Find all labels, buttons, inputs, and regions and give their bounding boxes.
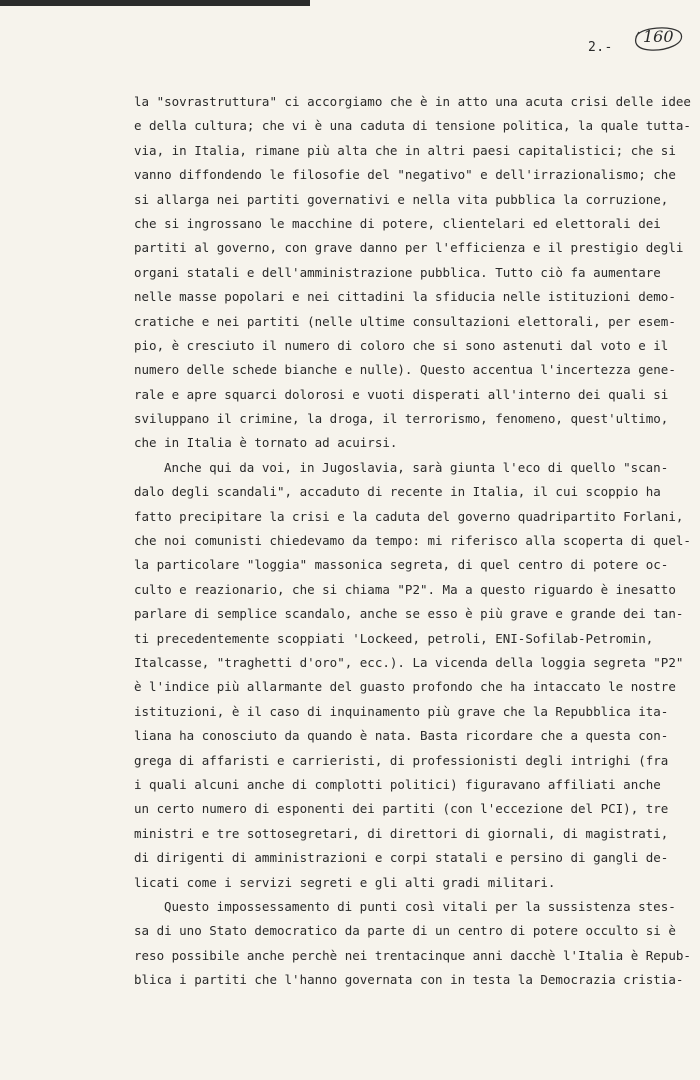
text-line: nelle masse popolari e nei cittadini la sfiducia nelle istituzioni demo- [134, 289, 676, 305]
text-line: parlare di semplice scandalo, anche se esso è più grave e grande dei tan- [134, 606, 684, 622]
text-line: ministri e tre sottosegretari, di direttori di giornali, di magistrati, [134, 825, 669, 841]
text-line: si allarga nei partiti governativi e nella vita pubblica la corruzione, [134, 191, 669, 207]
text-line: licati come i servizi segreti e gli alti gradi militari. [134, 874, 556, 890]
text-line: un certo numero di esponenti dei partiti (con l'eccezione del PCI), tre [134, 801, 669, 817]
text-line: la particolare "loggia" massonica segreta, di quel centro di potere oc- [134, 557, 669, 573]
text-line: liana ha conosciuto da quando è nata. Basta ricordare che a questa con- [134, 728, 669, 744]
text-line: cratiche e nei partiti (nelle ultime consultazioni elettorali, per esem- [134, 313, 676, 329]
text-line: che si ingrossano le macchine di potere, clientelari ed elettorali dei [134, 215, 661, 231]
text-line: e della cultura; che vi è una caduta di tensione politica, la quale tutta- [134, 118, 691, 134]
text-line: pio, è cresciuto il numero di coloro che si sono astenuti dal voto e il [134, 337, 669, 353]
paragraph-2 [134, 456, 691, 895]
text-line: numero delle schede bianche e nulle). Questo accentua l'incertezza gene- [134, 362, 676, 378]
text-line: via, in Italia, rimane più alta che in altri paesi capitalistici; che si [134, 142, 676, 158]
archive-stamp-number: 160 [643, 27, 674, 46]
text-line: i quali alcuni anche di complotti politici) figuravano affiliati anche [134, 776, 661, 792]
text-line: vanno diffondendo le filosofie del "negativo" e dell'irrazionalismo; che [134, 167, 676, 183]
text-line: dalo degli scandali", accaduto di recente in Italia, il cui scoppio ha [134, 484, 661, 500]
text-line: Anche qui da voi, in Jugoslavia, sarà giunta l'eco di quello "scan- [164, 459, 669, 475]
text-line: Italcasse, "traghetti d'oro", ecc.). La vicenda della loggia segreta "P2" [134, 654, 684, 670]
text-line: ti precedentemente scoppiati 'Lockeed, petroli, ENI-Sofilab-Petromin, [134, 630, 654, 646]
archive-stamp [630, 22, 684, 52]
paragraph-1 [134, 90, 691, 456]
text-line: organi statali e dell'amministrazione pubblica. Tutto ciò fa aumentare [134, 264, 661, 280]
text-line: la "sovrastruttura" ci accorgiamo che è in atto una acuta crisi delle idee [134, 94, 691, 109]
text-line: sa di uno Stato democratico da parte di un centro di potere occulto si è [134, 923, 676, 939]
text-line: reso possibile anche perchè nei trentacinque anni dacchè l'Italia è Repub- [134, 947, 691, 963]
body-text [134, 90, 691, 992]
top-rule [0, 0, 310, 6]
text-line: grega di affaristi e carrieristi, di professionisti degli intrighi (fra [134, 752, 669, 768]
text-line: che in Italia è tornato ad acuirsi. [134, 435, 398, 451]
text-line: partiti al governo, con grave danno per l'efficienza e il prestigio degli [134, 240, 684, 256]
text-line: Questo impossessamento di punti così vitali per la sussistenza stes- [164, 898, 676, 914]
text-line: istituzioni, è il caso di inquinamento più grave che la Repubblica ita- [134, 703, 669, 719]
text-line: che noi comunisti chiedevamo da tempo: mi riferisco alla scoperta di quel- [134, 533, 691, 549]
text-line: di dirigenti di amministrazioni e corpi statali e persino di gangli de- [134, 850, 669, 866]
text-line: fatto precipitare la crisi e la caduta del governo quadripartito Forlani, [134, 508, 684, 524]
text-line: culto e reazionario, che si chiama "P2". Ma a questo riguardo è inesatto [134, 581, 676, 597]
text-line: è l'indice più allarmante del guasto profondo che ha intaccato le nostre [134, 679, 676, 695]
text-line: rale e apre squarci dolorosi e vuoti disperati all'interno dei quali si [134, 386, 669, 402]
text-line: sviluppano il crimine, la droga, il terrorismo, fenomeno, quest'ultimo, [134, 411, 669, 427]
text-line: blica i partiti che l'hanno governata con in testa la Democrazia cristia- [134, 972, 684, 988]
page-number: 2.- [588, 40, 613, 55]
paragraph-3 [134, 895, 691, 993]
